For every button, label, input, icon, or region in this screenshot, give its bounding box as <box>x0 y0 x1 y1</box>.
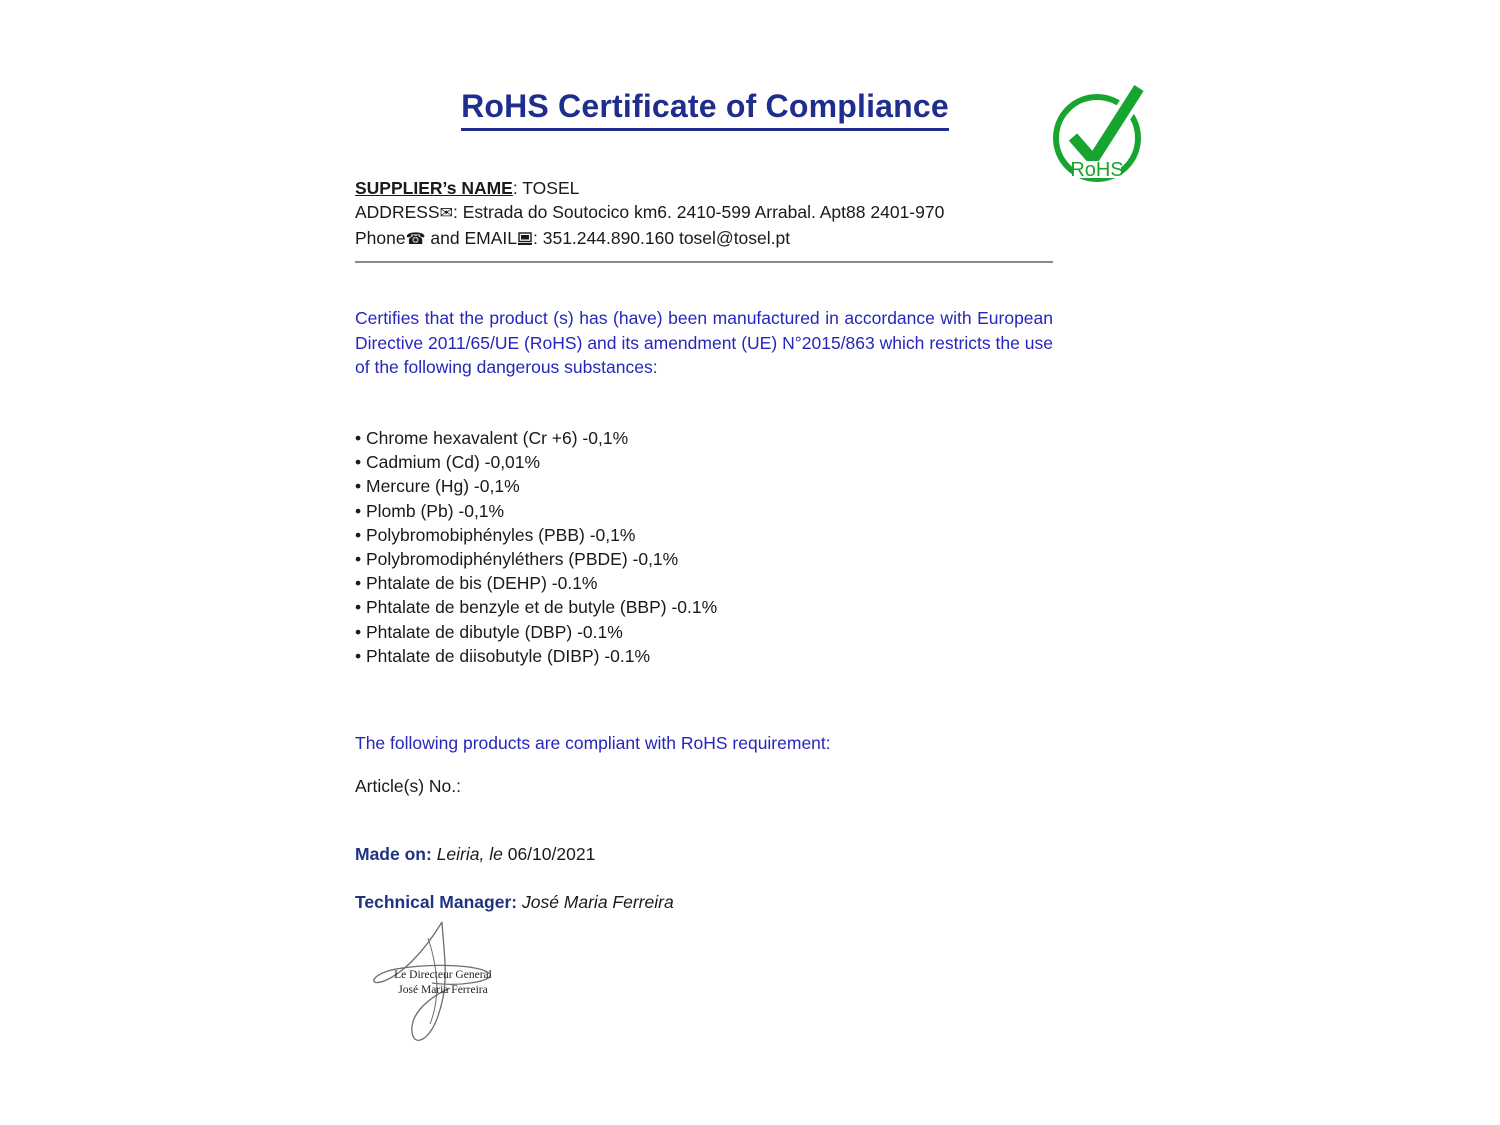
substance-item: • Mercure (Hg) -0,1% <box>355 474 1053 498</box>
technical-manager-name: José Maria Ferreira <box>521 892 674 912</box>
supplier-contact-line <box>355 226 1055 252</box>
phone-label: Phone <box>355 228 406 248</box>
supplier-name-label: SUPPLIER’s NAME <box>355 178 513 198</box>
page-title: RoHS Certificate of Compliance <box>461 88 949 131</box>
substance-item: • Polybromobiphényles (PBB) -0,1% <box>355 523 1053 547</box>
signature-block <box>358 920 528 1055</box>
substance-item: • Polybromodiphényléthers (PBDE) -0,1% <box>355 547 1053 571</box>
substance-item: • Phtalate de benzyle et de butyle (BBP) -0.1% <box>355 595 1053 619</box>
supplier-name-colon: : <box>512 178 518 198</box>
svg-text:RoHS: RoHS <box>1070 159 1124 181</box>
rohs-logo <box>1050 80 1150 185</box>
title-container <box>355 88 1055 131</box>
certification-paragraph: Certifies that the product (s) has (have) been manufactured in accordance with European Directive 2011/65/UE (RoHS) and its amendment (UE) N°2015/863 which restricts the use of the following dangerous substances: <box>355 308 1053 377</box>
supplier-name-value: TOSEL <box>522 178 580 198</box>
signature-line2: José Maria Ferreira <box>398 984 488 996</box>
substance-item: • Cadmium (Cd) -0,01% <box>355 450 1053 474</box>
compliance-statement: The following products are compliant with RoHS requirement: <box>355 733 831 753</box>
substance-item: • Plomb (Pb) -0,1% <box>355 499 1053 523</box>
made-on-label: Made on: <box>355 844 432 864</box>
made-on-line <box>355 844 595 865</box>
address-label: ADDRESS <box>355 202 440 222</box>
signature-text <box>376 968 510 998</box>
technical-manager-label: Technical Manager: <box>355 892 518 912</box>
made-on-date: 06/10/2021 <box>507 844 596 864</box>
made-on-place: Leiria, le <box>436 844 503 864</box>
supplier-name-line <box>355 176 1055 200</box>
rohs-check-icon <box>1050 80 1150 185</box>
substances-list <box>355 426 1053 668</box>
signature-line1: Le Directeur General <box>394 969 492 981</box>
supplier-address-line <box>355 200 1055 226</box>
contact-value: : 351.244.890.160 tosel@tosel.pt <box>533 228 791 248</box>
technical-manager-line <box>355 892 674 913</box>
computer-icon <box>517 228 533 252</box>
divider-line <box>355 261 1053 263</box>
article-number-label: Article(s) No.: <box>355 776 461 796</box>
phone-icon: ☎ <box>405 231 426 248</box>
substance-item: • Phtalate de dibutyle (DBP) -0.1% <box>355 620 1053 644</box>
substance-item: • Phtalate de diisobutyle (DIBP) -0.1% <box>355 644 1053 668</box>
envelope-icon: ✉ <box>439 205 454 222</box>
substance-item: • Chrome hexavalent (Cr +6) -0,1% <box>355 426 1053 450</box>
address-value: : Estrada do Soutocico km6. 2410-599 Arrabal. Apt88 2401-970 <box>453 202 945 222</box>
email-label: and EMAIL <box>425 228 517 248</box>
substance-item: • Phtalate de bis (DEHP) -0.1% <box>355 571 1053 595</box>
supplier-block <box>355 176 1055 252</box>
